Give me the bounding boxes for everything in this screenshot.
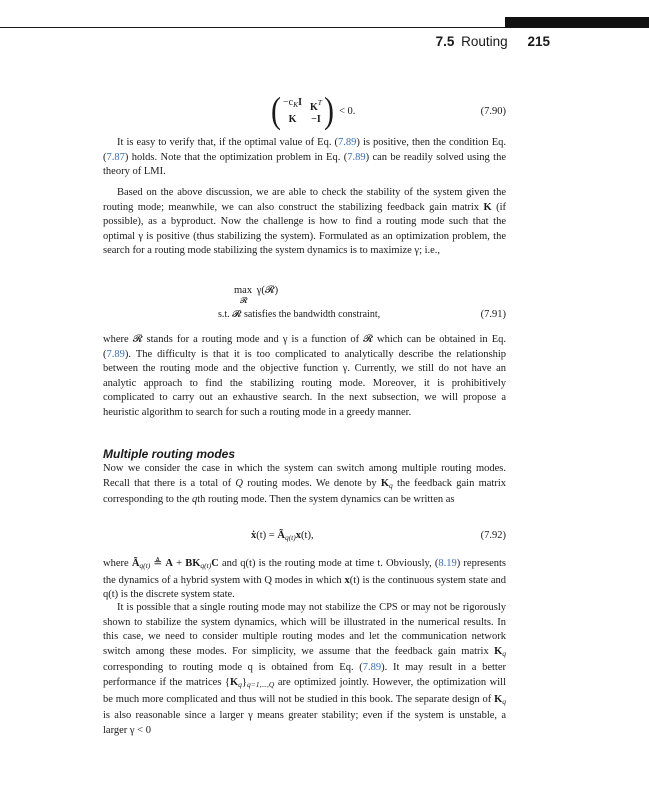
left-paren: ( xyxy=(271,89,281,131)
eq-ref[interactable]: 7.89 xyxy=(106,348,125,360)
equation-7-90 xyxy=(103,89,506,131)
paragraph-4: Now we consider the case in which the system can switch among multiple routing modes. Recall that there is a total of Q routing modes. We denote by $K_q$ the feedback gain matrix corresponding to the qth routing mode. Then the system dynamics can be written as xyxy=(103,463,506,506)
header-thin-rule xyxy=(0,27,505,28)
eq-ref[interactable]: 7.87 xyxy=(106,151,125,163)
page-number: 215 xyxy=(527,34,550,49)
paragraph-3: where 𝓡 stands for a routing mode and γ is a function of 𝓡 which can be obtained in Eq. (7.89). The difficulty is that it is too complicated to analytically describe the relationship between the routing mode and the objective function γ. Currently, we still do not have an analytic approach to find the stabilizing routing mode. Moreover, it is prohibitively complicated to carry out an exhaustive search. In the next subsection, we will propose a heuristic algorithm to search for such a routing mode in a greedy manner. xyxy=(103,334,506,418)
equation-number: (7.90) xyxy=(480,106,506,117)
paragraph-6: It is possible that a single routing mode may not stabilize the CPS or may not be rigorously shown to stabilize the system dynamics, which will be illustrated in the numerical results. In this case, we need to consider multiple routing modes and let the communication network switch among these modes. For simplicity, we assume that the feedback gain matrix $K_q$ corresponding to routing mode q is obtained from Eq. (7.89). It may result in a better performance if the matrices $\{K_q\}_{q=1,...,Q}$ are optimized jointly. However, the optimization will be much more complicated and thus will not be studied in this book. The separate design of $K_q$ is also reasonable since a larger γ means greater stability; even if the system is unstable, a larger γ < 0 xyxy=(103,602,507,736)
matrix-body xyxy=(283,97,322,126)
header-thick-bar xyxy=(505,17,649,28)
constraint: s.t. 𝓡 satisfies the bandwidth constraint, xyxy=(218,309,381,320)
matrix-cell-21: K xyxy=(288,113,297,125)
inequality-relation: < 0. xyxy=(338,105,356,117)
matrix-cell-22: −I xyxy=(311,113,321,125)
paragraph-2: Based on the above discussion, we are able to check the stability of the system given the routing mode; meanwhile, we can also construct the stabilizing feedback gain matrix K (if possible), as a byproduct. Now the challenge is how to find a routing mode such that the optimal γ is positive (thus stabilizing the system). Formulated as an optimization problem, the search for a routing mode stabilizing the system dynamics is to maximize γ; i.e., xyxy=(103,187,506,257)
eq-ref[interactable]: 7.89 xyxy=(362,662,382,674)
state-equation: ẋ(t) = $Ã_{q(t)}x(t)$, xyxy=(251,530,314,542)
header-rule xyxy=(0,17,649,29)
paragraph-5: where $Ã_{q(t)}$ ≜ $A + BK_{q(t)}C$ and q(t) is the routing mode at time t. Obviously, (8.19) represents the dynamics of a hybrid system with Q modes in which x(t) is the continuous system state and q(t) is the discrete system state. xyxy=(103,558,506,601)
equation-number: (7.91) xyxy=(480,309,506,320)
eq-ref[interactable]: 8.19 xyxy=(438,558,457,569)
section-title: Routing xyxy=(461,34,508,49)
matrix-inequality xyxy=(271,89,356,131)
subsection-heading: Multiple routing modes xyxy=(103,447,235,461)
max-objective: max γ(𝓡) 𝓡 xyxy=(234,285,279,305)
equation-7-91 xyxy=(103,285,506,325)
section-number: 7.5 xyxy=(435,34,455,49)
paragraph-1: It is easy to verify that, if the optimal value of Eq. (7.89) is positive, then the condition Eq. (7.87) holds. Note that the optimization problem in Eq. (7.89) can be readily solved using the theory of LMI. xyxy=(103,137,506,178)
running-header xyxy=(436,34,550,49)
right-paren: ) xyxy=(323,89,334,131)
matrix-cell-11: $-c_KI$ xyxy=(283,96,302,109)
equation-number: (7.92) xyxy=(480,530,506,541)
eq-ref[interactable]: 7.89 xyxy=(338,137,357,148)
equation-7-92 xyxy=(103,530,506,546)
eq-ref[interactable]: 7.89 xyxy=(347,151,366,163)
matrix-cell-12: $K^T$ xyxy=(310,97,322,113)
